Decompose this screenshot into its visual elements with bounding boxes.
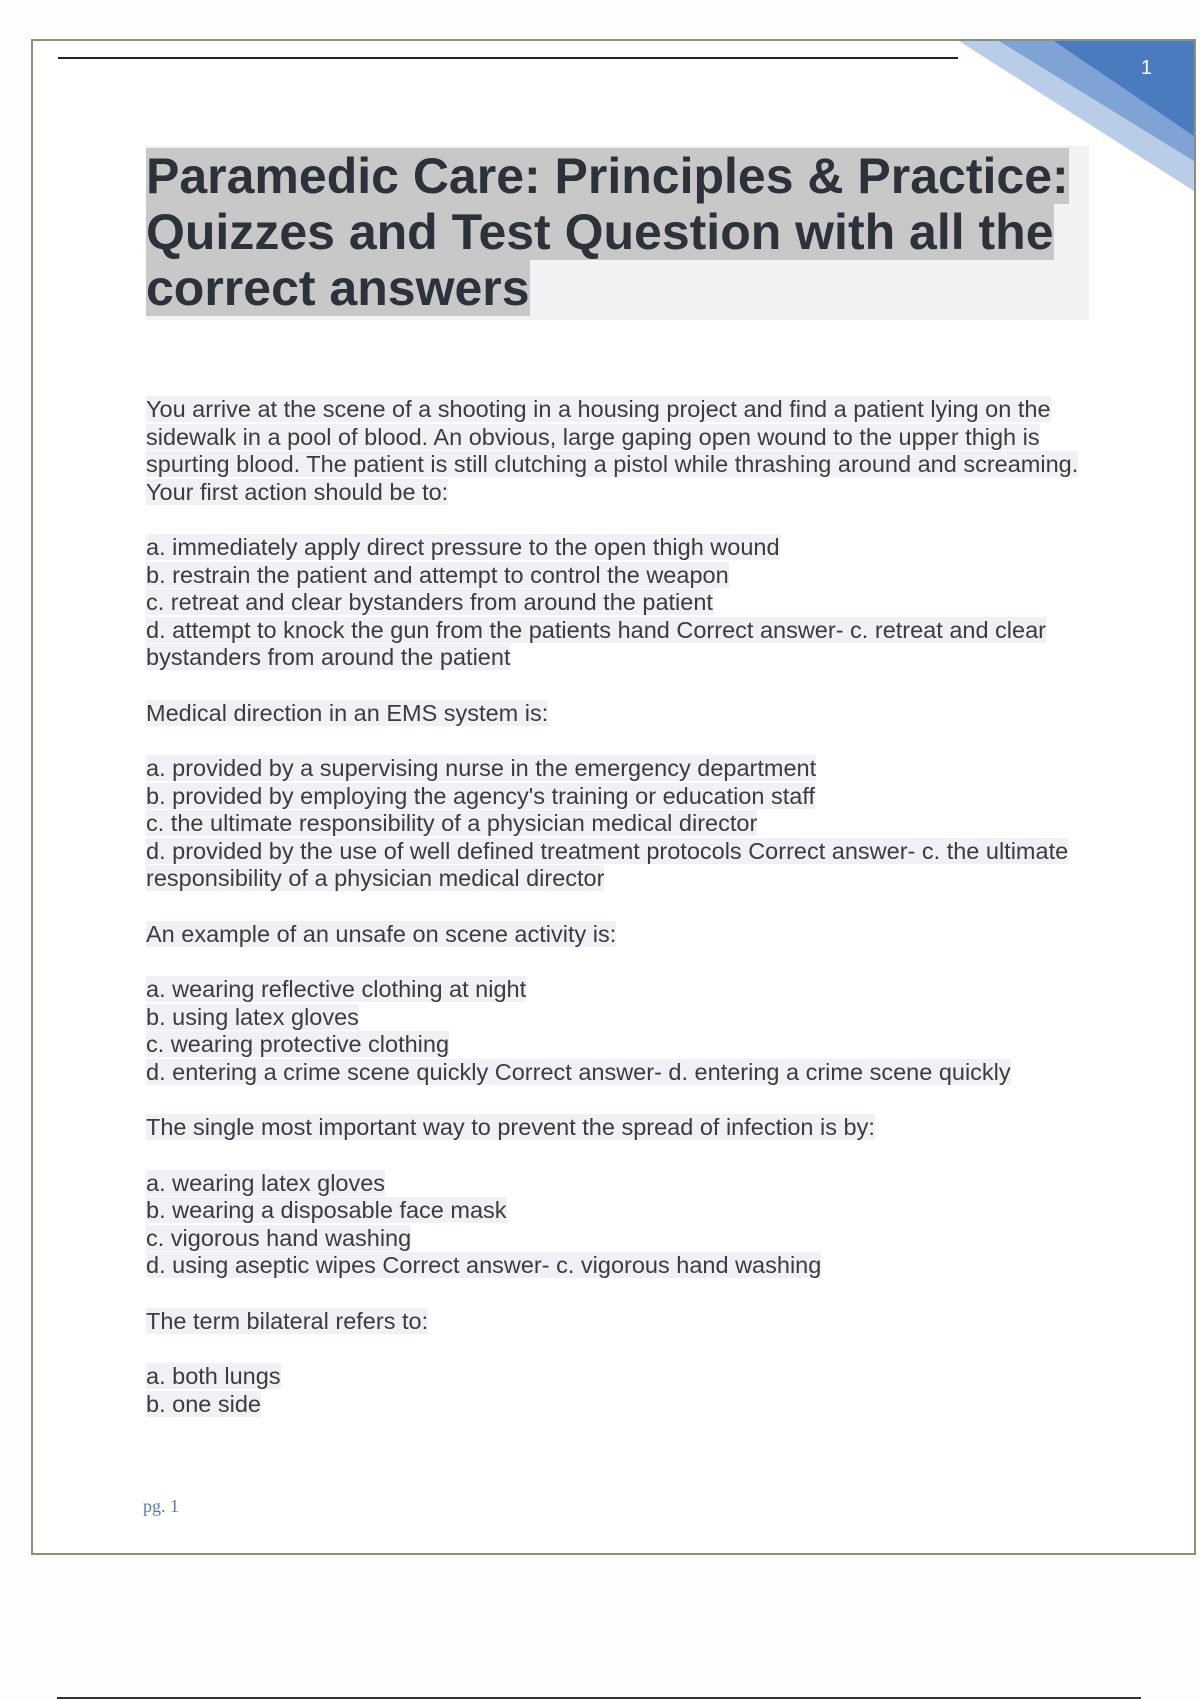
- question-text: You arrive at the scene of a shooting in a housing project and find a patient lying on the sidewalk in a pool of blood. An obvious, large gaping open wound to the upper thigh is spurting blood. The patient is still clutching a pistol while thrashing around and screaming. Your first action should be to:: [146, 396, 1079, 505]
- answer-option: a. immediately apply direct pressure to the open thigh wound: [146, 534, 780, 560]
- question-1-options: [146, 534, 1121, 672]
- answer-option-with-correct-answer: d. attempt to knock the gun from the patients hand Correct answer- c. retreat and clear bystanders from around the patient: [146, 616, 1046, 670]
- answer-option: a. provided by a supervising nurse in the emergency department: [146, 755, 817, 781]
- title-text: Paramedic Care: Principles & Practice: Quizzes and Test Question with all the correct answers: [146, 148, 1069, 316]
- answer-option: a. wearing reflective clothing at night: [146, 976, 527, 1002]
- answer-option: c. the ultimate responsibility of a physician medical director: [146, 810, 758, 836]
- question-text: An example of an unsafe on scene activity is:: [146, 920, 617, 947]
- answer-option-with-correct-answer: d. entering a crime scene quickly Correct answer- d. entering a crime scene quickly: [146, 1058, 1011, 1085]
- question-4-options: [146, 1170, 1121, 1280]
- question-text: Medical direction in an EMS system is:: [146, 699, 549, 726]
- next-page-rule: [57, 1697, 1141, 1699]
- question-4: [146, 1114, 1121, 1142]
- answer-option: b. restrain the patient and attempt to control the weapon: [146, 561, 729, 588]
- header-rule: [58, 57, 958, 59]
- answer-option: b. one side: [146, 1390, 261, 1417]
- answer-option: b. provided by employing the agency's training or education staff: [146, 782, 815, 809]
- answer-option: c. retreat and clear bystanders from around the patient: [146, 589, 713, 615]
- question-5: [146, 1308, 1121, 1336]
- answer-option: c. wearing protective clothing: [146, 1031, 450, 1057]
- answer-option: a. wearing latex gloves: [146, 1169, 386, 1196]
- document-title: [146, 146, 1089, 320]
- page-footer: pg. 1: [143, 1496, 179, 1516]
- answer-option: b. wearing a disposable face mask: [146, 1197, 507, 1223]
- answer-option: c. vigorous hand washing: [146, 1224, 412, 1251]
- answer-option-with-correct-answer: d. using aseptic wipes Correct answer- c. vigorous hand washing: [146, 1252, 822, 1278]
- answer-option: a. both lungs: [146, 1363, 281, 1389]
- page-number: 1: [1140, 57, 1152, 79]
- answer-option-with-correct-answer: d. provided by the use of well defined treatment protocols Correct answer- c. the ultimate responsibility of a physician medical director: [146, 837, 1069, 891]
- question-2-options: [146, 755, 1121, 893]
- question-3: [146, 921, 1121, 949]
- question-text: The single most important way to prevent the spread of infection is by:: [146, 1114, 875, 1140]
- question-text: The term bilateral refers to:: [146, 1307, 429, 1334]
- document-page: [31, 39, 1196, 1555]
- answer-option: b. using latex gloves: [146, 1003, 359, 1030]
- question-3-options: [146, 976, 1121, 1086]
- question-1: [146, 396, 1121, 506]
- question-2: [146, 700, 1121, 728]
- quiz-content: [146, 396, 1121, 1446]
- question-5-options: [146, 1363, 1121, 1418]
